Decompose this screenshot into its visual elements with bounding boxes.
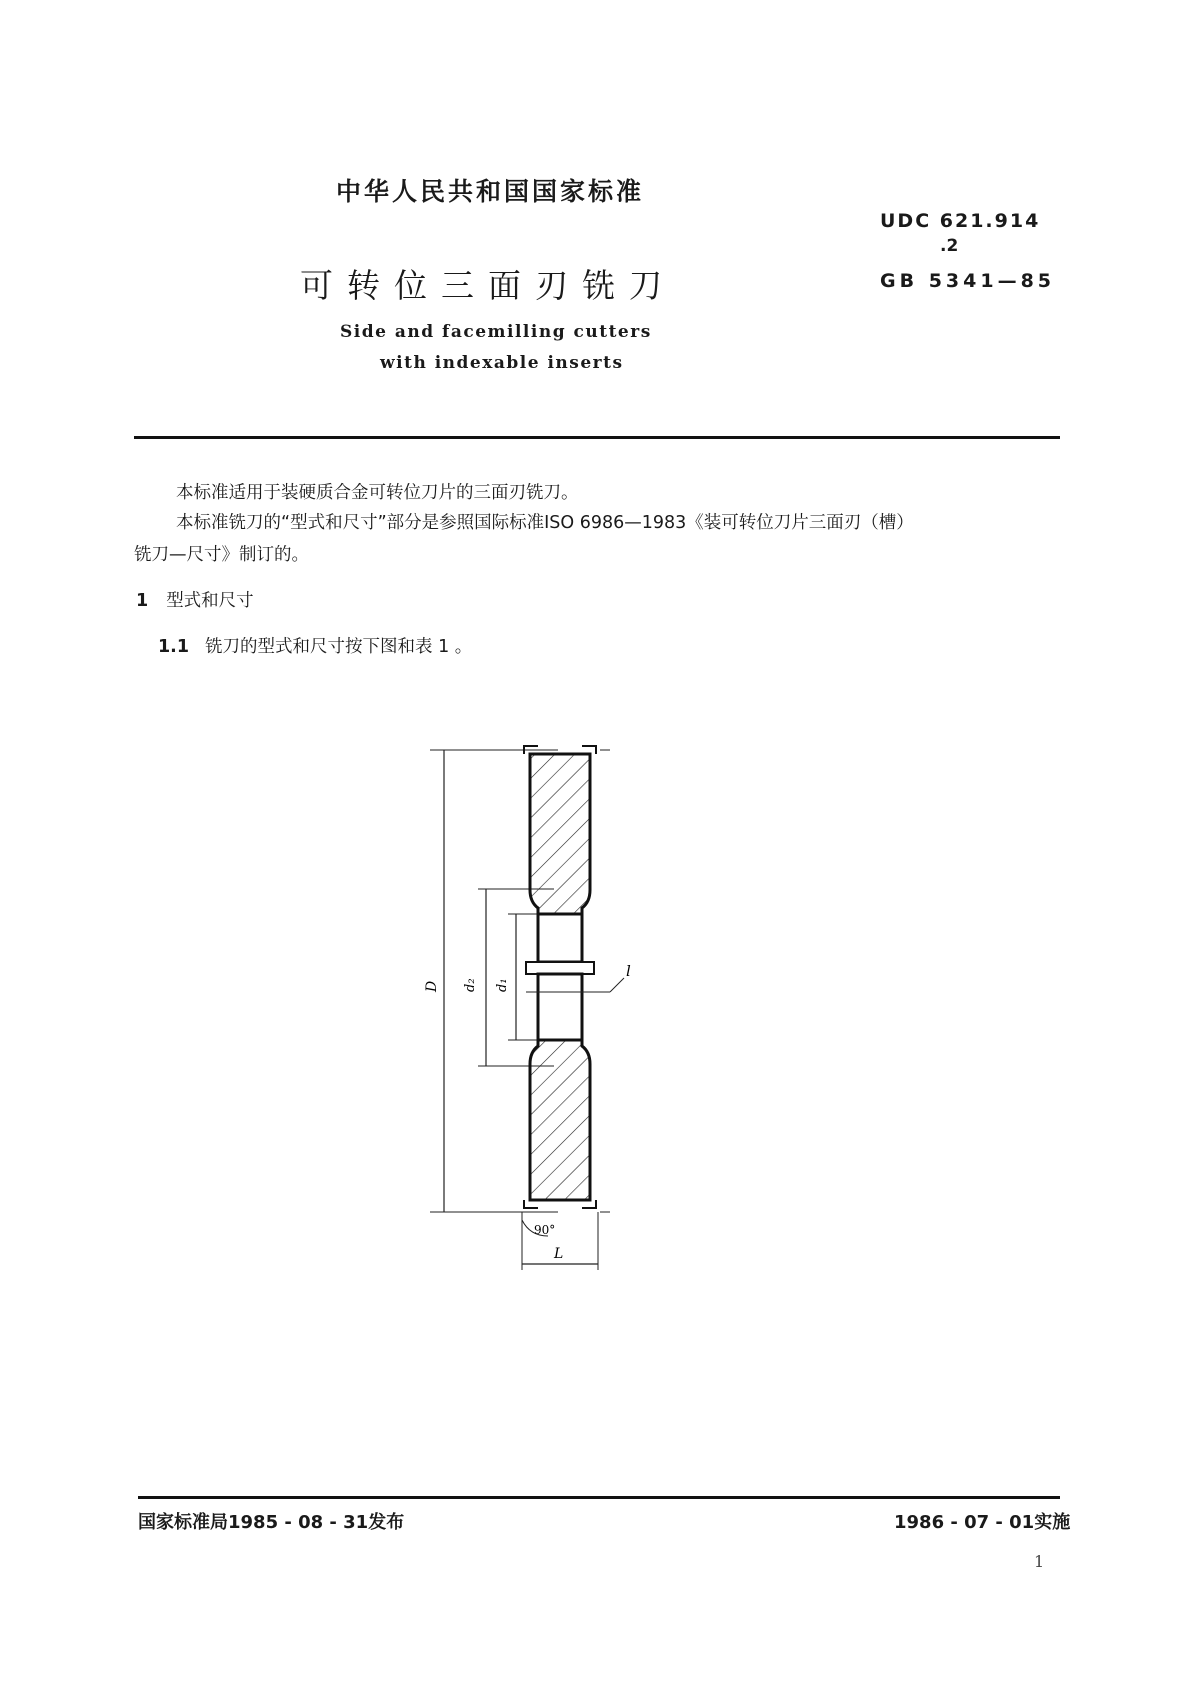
document-title-english-line1: Side and facemilling cutters	[340, 322, 652, 342]
section-1-number: 1	[136, 591, 149, 611]
section-1-1-text: 铣刀的型式和尺寸按下图和表 1 。	[205, 637, 473, 657]
reference-paragraph-line2: 铣刀—尺寸》制订的。	[134, 545, 309, 565]
reference-paragraph-line1: 本标准铣刀的“型式和尺寸”部分是参照国际标准ISO 6986—1983《装可转位刀片三面刃（槽）	[176, 513, 914, 533]
scope-paragraph: 本标准适用于装硬质合金可转位刀片的三面刃铣刀。	[176, 483, 579, 503]
page-number: 1	[1034, 1552, 1045, 1571]
bore-lower	[538, 974, 582, 1040]
label-D: D	[424, 980, 440, 992]
label-angle: 90°	[534, 1223, 556, 1237]
udc-code: UDC 621.914	[880, 210, 1041, 232]
cutter-body-upper	[530, 754, 590, 914]
header-divider	[134, 436, 1060, 439]
section-1-1-number: 1.1	[158, 637, 190, 657]
effective-date: 1986 - 07 - 01实施	[894, 1512, 1071, 1533]
bore-upper	[538, 914, 582, 962]
footer-divider	[138, 1496, 1060, 1499]
label-L: L	[554, 1246, 564, 1262]
keyway	[526, 962, 594, 974]
document-title-english-line2: with indexable inserts	[380, 353, 624, 373]
udc-code-sub: .2	[940, 236, 959, 256]
section-1-1	[158, 633, 472, 658]
label-l: l	[626, 962, 631, 980]
document-title-chinese: 可转位三面刃铣刀	[300, 266, 676, 305]
section-1-heading	[136, 587, 254, 612]
label-d1: d₁	[495, 978, 510, 992]
issuing-authority-heading: 中华人民共和国国家标准	[336, 177, 645, 206]
cutter-body-lower	[530, 1040, 590, 1200]
gb-standard-number: GB 5341—85	[880, 270, 1056, 292]
issue-date: 国家标准局1985 - 08 - 31发布	[138, 1512, 405, 1533]
cutter-cross-section-figure	[424, 740, 650, 1270]
section-1-title: 型式和尺寸	[166, 591, 254, 611]
label-d2: d₂	[463, 978, 478, 992]
